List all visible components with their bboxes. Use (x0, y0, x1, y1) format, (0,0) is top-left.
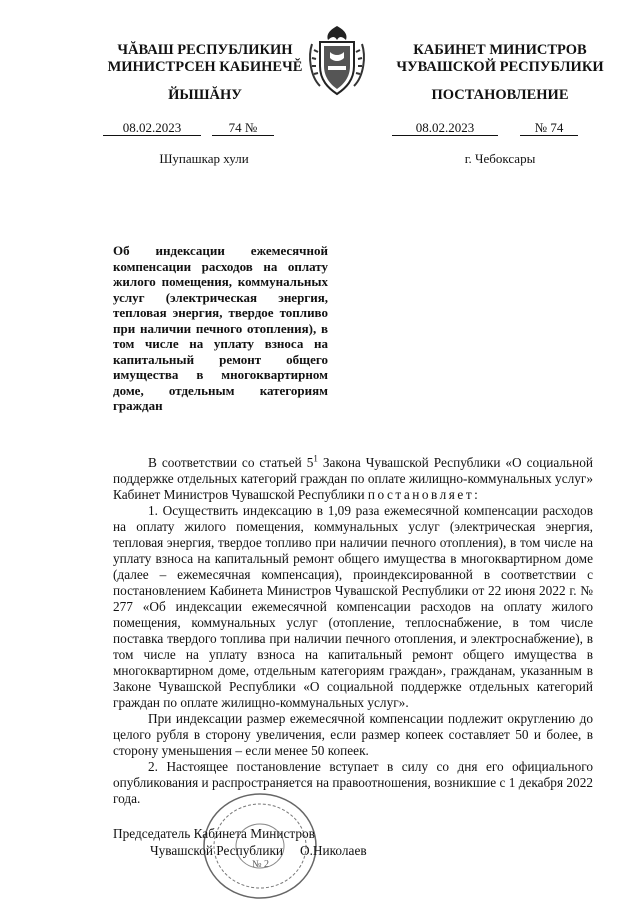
left-city: Шупашкар хули (159, 151, 249, 166)
paragraph-item-2: 2. Настоящее постановление вступает в силу со дня его официального опубликования и распространяется на правоотношения, возникшие с 1 декабря 2022 года. (113, 759, 593, 806)
header-left-doctype: ЙЫШĂНУ (168, 87, 242, 103)
preamble-decree-word: постановляет: (367, 487, 481, 502)
preamble-text-a: В соответствии со статьей 5 (148, 455, 314, 470)
header-right-doctype: ПОСТАНОВЛЕНИЕ (431, 87, 569, 103)
left-date: 08.02.2023 (103, 121, 201, 136)
right-number: № 74 (520, 121, 578, 136)
signature-position-line2: Чувашской Республики (150, 843, 284, 858)
preamble-text-b: Закона Чувашской Республики «О социальной поддержке отдельных категорий граждан по оплате жилищно-коммунальных услуг» Кабинет Министров Чувашской Республики (113, 455, 593, 502)
right-date: 08.02.2023 (392, 121, 498, 136)
paragraph-preamble (113, 455, 593, 503)
document-subject: Об индексации ежемесячной компенсации расходов на оплату жилого помещения, коммунальных услуг (электрическая энергия, тепловая энергия, твердое топливо при наличии печного отопления), в том числе на уплату взноса на капитальный ремонт общего имущества в многоквартирном доме, отдельным категориям граждан (113, 243, 328, 413)
left-number: 74 № (212, 121, 274, 136)
paragraph-item-1: 1. Осуществить индексацию в 1,09 раза ежемесячной компенсации расходов на оплату жилого помещения, коммунальных услуг (электрическая энергия, тепловая энергия, твердое топливо при наличии печного отопления), в том числе на уплату взноса на капитальный ремонт общего имущества в многоквартирном доме (далее – ежемесячная компенсация), проиндексированной в соответствии с постановлением Кабинета Министров Чувашской Республики от 22 июня 2022 г. № 277 «Об индексации ежемесячной компенсации расходов на оплату жилого помещения, коммунальных услуг (отопление, теплоснабжение, в том числе поставка твердого топлива при наличии печного отопления, и электроснабжение), в том числе на уплату взноса на капитальный ремонт общего имущества в многоквартирном доме, отдельным категориям граждан», гражданам, указанным в Законе Чувашской Республики «О социальной поддержке отдельных категорий граждан по оплате жилищно-коммунальных услуг». (113, 503, 593, 710)
right-city: г. Чебоксары (464, 151, 536, 166)
header-right-org: КАБИНЕТ МИНИСТРОВ ЧУВАШСКОЙ РЕСПУБЛИКИ (396, 42, 604, 75)
paragraph-rounding: При индексации размер ежемесячной компенсации подлежит округлению до целого рубля в сторону увеличения, если размер копеек составляет 50 и более, в сторону уменьшения – если менее 50 копеек. (113, 711, 593, 758)
header-left-org: ЧĂВАШ РЕСПУБЛИКИН МИНИСТРСЕН КАБИНЕЧĔ (107, 42, 303, 75)
stamp-number: № 2 (252, 859, 270, 870)
coat-of-arms-emblem (306, 22, 368, 98)
signatory-name: О.Николаев (300, 843, 367, 858)
signature-position-line1: Председатель Кабинета Министров (113, 826, 315, 841)
document-body (113, 455, 593, 807)
preamble-superscript: 1 (313, 453, 318, 464)
